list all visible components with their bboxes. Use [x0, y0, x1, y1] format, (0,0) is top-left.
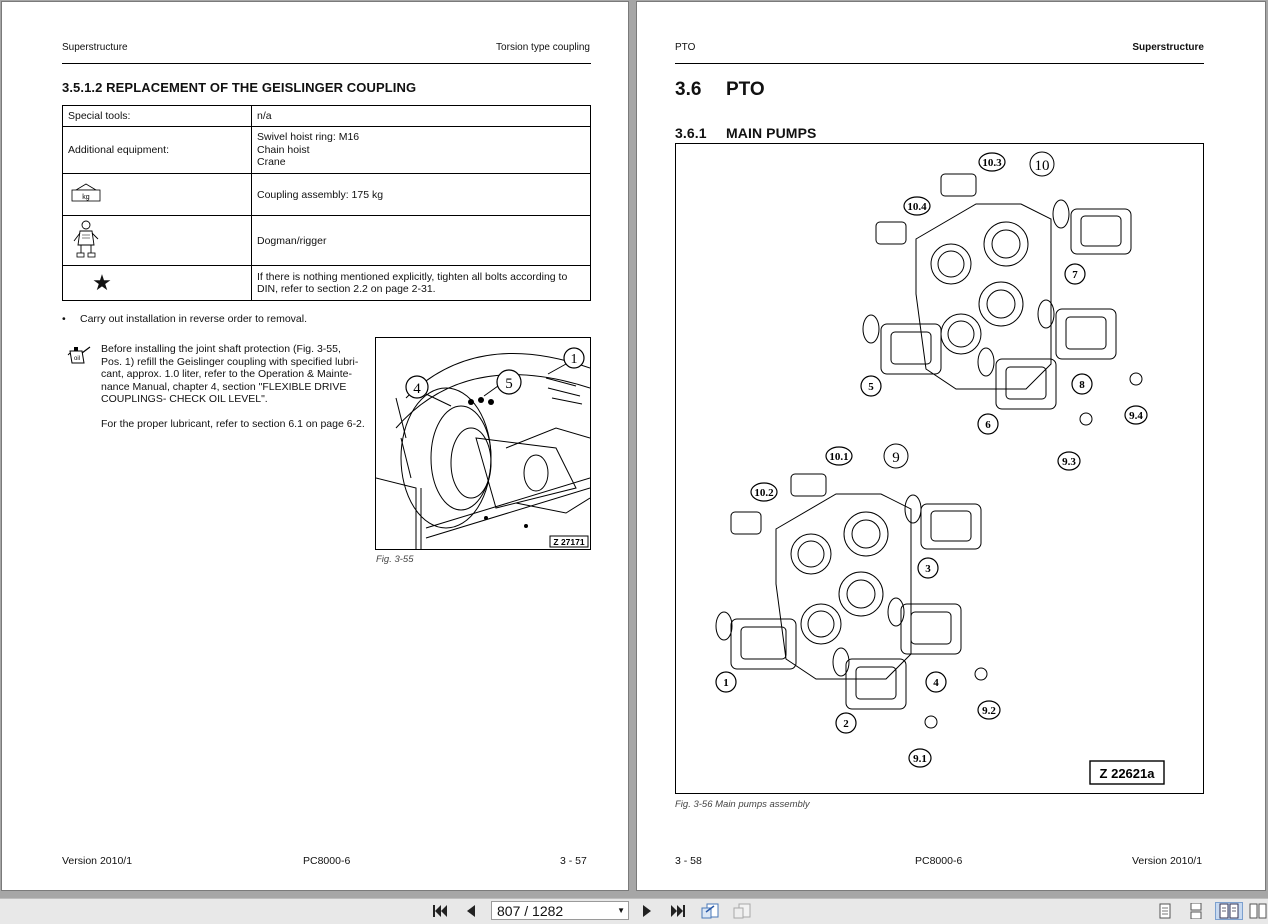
- footer-version: Version 2010/1: [62, 855, 133, 867]
- callout-label: 9.1: [913, 753, 927, 765]
- figure-3-56: [675, 143, 1204, 794]
- footer-version: Version 2010/1: [1132, 855, 1203, 867]
- next-page-icon[interactable]: [637, 902, 657, 920]
- star-note: If there is nothing mentioned explicitly, tighten all bolts according to DIN, refer to section 2.2 on page 2-31.: [252, 266, 591, 301]
- go-forward-icon[interactable]: [732, 902, 752, 920]
- prev-page-icon[interactable]: [461, 902, 481, 920]
- first-page-icon[interactable]: [430, 902, 450, 920]
- callout-label: 5: [868, 381, 874, 393]
- footer-model: PC8000-6: [915, 855, 963, 867]
- section-title: MAIN PUMPS: [726, 125, 817, 141]
- special-tools-value: n/a: [252, 106, 591, 127]
- figure-code: Z 22621a: [1099, 766, 1155, 781]
- callout-label: 10.4: [907, 201, 927, 213]
- dogman-rigger-icon: [68, 219, 104, 259]
- header-right: Superstructure: [1132, 42, 1204, 53]
- callout-label: 10.2: [754, 487, 774, 499]
- star-icon-cell: [63, 266, 252, 301]
- callout-label: 7: [1072, 269, 1078, 281]
- weight-value: Coupling assembly: 175 kg: [252, 174, 591, 216]
- continuous-icon[interactable]: [1186, 902, 1206, 920]
- header-rule: [62, 63, 591, 64]
- personnel-value: Dogman/rigger: [252, 216, 591, 266]
- callout-label: 1: [570, 352, 578, 367]
- requirements-table: [62, 105, 591, 301]
- callout-label: 9.2: [982, 705, 996, 717]
- figure-callouts: [716, 152, 1147, 767]
- table-row: [63, 127, 591, 174]
- table-row: [63, 216, 591, 266]
- callout-label: 6: [985, 419, 991, 431]
- go-back-icon[interactable]: [700, 902, 720, 920]
- additional-equipment-value: Swivel hoist ring: M16 Chain hoist Crane: [252, 127, 591, 174]
- header-left: Superstructure: [62, 42, 128, 53]
- callout-label: 9: [892, 450, 900, 466]
- callout-label: 8: [1079, 379, 1085, 391]
- additional-equipment-label: Additional equipment:: [63, 127, 252, 174]
- header-rule: [675, 63, 1204, 64]
- callout-label: 9.4: [1129, 410, 1143, 422]
- bullet-icon: •: [62, 313, 66, 325]
- page-right: [637, 2, 1265, 890]
- section-number: 3.6.1: [675, 125, 707, 141]
- special-tools-label: Special tools:: [63, 106, 252, 127]
- chapter-number: 3.6: [675, 79, 702, 100]
- bullet-item: • Carry out installation in reverse order to removal.: [62, 313, 308, 325]
- callout-label: 9.3: [1062, 456, 1076, 468]
- figure-caption: Fig. 3-56 Main pumps assembly: [675, 799, 810, 810]
- svg-text:kg: kg: [82, 194, 90, 201]
- oil-can-icon: [66, 343, 92, 365]
- figure-caption: Fig. 3-55: [376, 554, 414, 565]
- callout-label: 10: [1034, 158, 1050, 174]
- callout-label: 4: [933, 677, 939, 689]
- callout-label: 4: [413, 381, 421, 397]
- figure-callouts: [406, 348, 584, 406]
- table-row: [63, 266, 591, 301]
- two-page-icon[interactable]: [1215, 902, 1243, 920]
- last-page-icon[interactable]: [668, 902, 688, 920]
- lubrication-note: Before installing the joint shaft protection (Fig. 3-55, Pos. 1) refill the Geislinger coupling with specified lubri- cant, approx. 1.0 liter, refer to the Operation & Mainte- nance Manual, chapter 4, section "FLEXIBLE DRIVE COUPLINGS- CHECK OIL LEVEL". For the proper lubricant, refer to section 6.1 on page 6-2.: [101, 343, 365, 430]
- callout-label: 3: [925, 563, 931, 575]
- svg-text:oil: oil: [73, 356, 81, 362]
- personnel-icon-cell: [63, 216, 252, 266]
- header-right: Torsion type coupling: [496, 42, 590, 53]
- page-number-input[interactable]: 807 / 1282 ▼: [491, 901, 629, 920]
- callout-label: 10.1: [829, 451, 849, 463]
- callout-label: 10.3: [982, 157, 1002, 169]
- footer-model: PC8000-6: [303, 855, 351, 867]
- page-left: [2, 2, 628, 890]
- chevron-down-icon: ▼: [617, 906, 625, 915]
- footer-page-number: 3 - 57: [560, 855, 587, 867]
- footer-page-number: 3 - 58: [675, 855, 702, 867]
- callout-label: 1: [723, 677, 729, 689]
- navigation-toolbar: [0, 898, 1268, 924]
- weight-icon: [68, 182, 104, 204]
- main-pumps-drawing: [676, 144, 1203, 793]
- header-left: PTO: [675, 42, 696, 53]
- figure-code: Z 27171: [553, 537, 585, 547]
- table-row: [63, 174, 591, 216]
- table-row: [63, 106, 591, 127]
- star-icon: ★: [92, 270, 112, 295]
- two-page-continuous-icon[interactable]: [1248, 902, 1268, 920]
- weight-icon-cell: [63, 174, 252, 216]
- callout-label: 2: [843, 718, 849, 730]
- figure-3-55: [375, 337, 591, 550]
- chapter-title: PTO: [726, 79, 765, 100]
- callout-label: 5: [505, 376, 513, 392]
- coupling-drawing: [376, 338, 590, 549]
- single-page-icon[interactable]: [1155, 902, 1175, 920]
- section-title: 3.5.1.2 REPLACEMENT OF THE GEISLINGER COUPLING: [62, 80, 417, 95]
